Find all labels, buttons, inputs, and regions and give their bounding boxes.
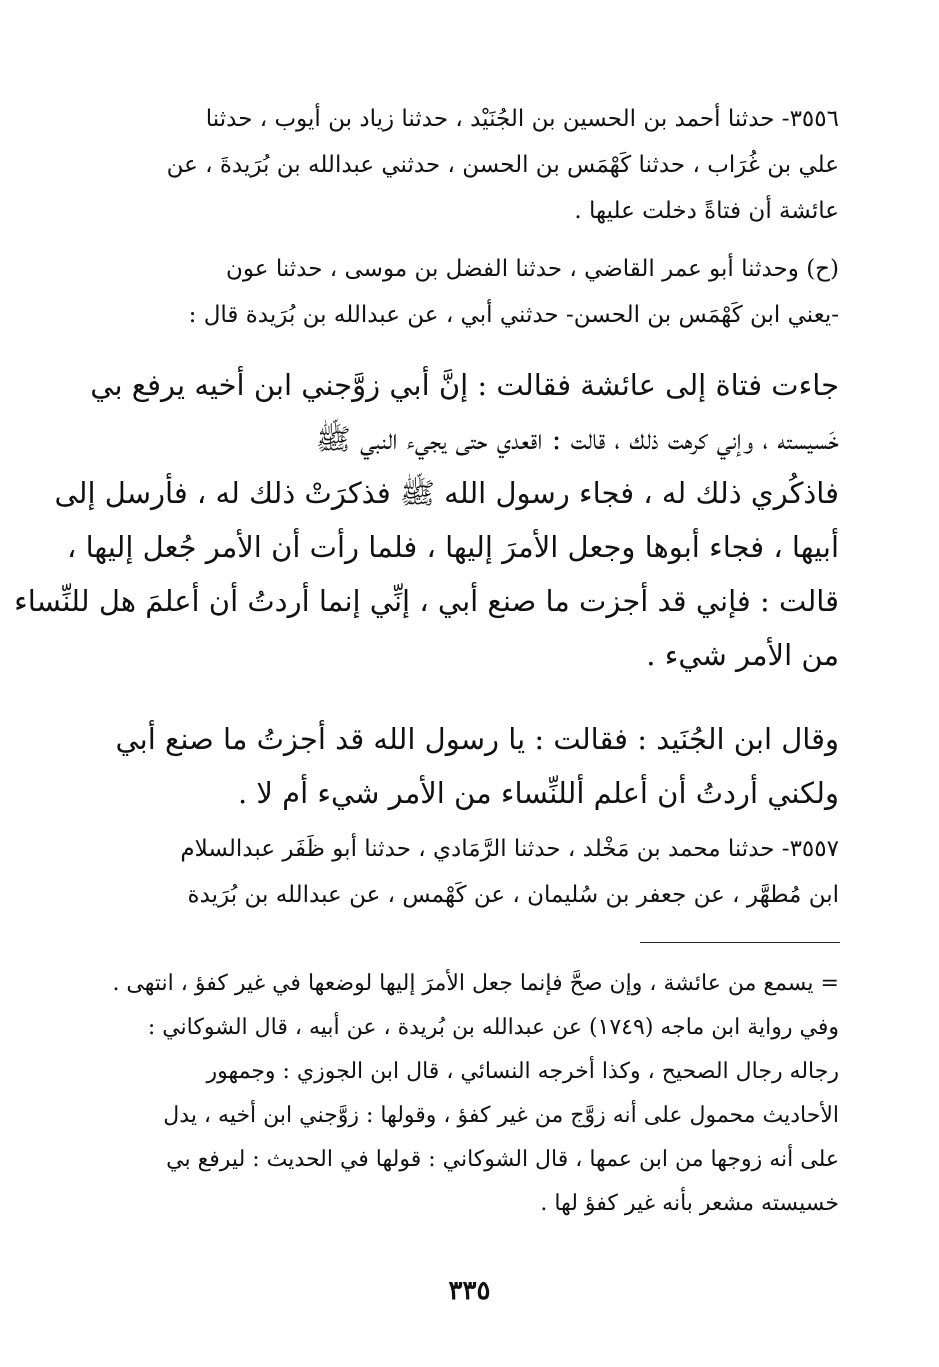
text-line: الأحاديث محمول على أنه زوَّج من غير كفؤ ، وقولها : زوَّجني ابن أخيه ، يدل [163,1103,839,1128]
text-line: ٣٥٥٧- حدثنا محمد بن مَخْلد ، حدثنا الرَّمَادي ، حدثنا أبو ظَفَر عبدالسلام [180,836,839,862]
text-line: فاذكُري ذلك له ، فجاء رسول الله ﷺ فذكرَتْ ذلك له ، فأرسل إلى [54,476,839,510]
hadith-matn [14,358,839,682]
text-line: قالت : فإني قد أجزت ما صنع أبي ، إنِّي إنما أردتُ أن أعلمَ هل للنِّساء [14,584,839,618]
hadith-3556 [125,96,839,234]
page-number: ٣٣٥ [448,1276,491,1306]
footnote [112,962,839,1226]
text-line: ٣٥٥٦- حدثنا أحمد بن الحسين بن الجُنَيْد ، حدثنا زياد بن أيوب ، حدثنا [205,106,839,132]
text-line: = يسمع من عائشة ، وإن صحَّ فإنما جعل الأمرَ إليها لوضعها في غير كفؤ ، انتهى . [112,971,839,996]
text-line: جاءت فتاة إلى عائشة فقالت : إنَّ أبي زوَّجني ابن أخيه يرفع بي [90,368,839,402]
text-line: -يعني ابن كَهْمَس بن الحسن- حدثني أبي ، عن عبدالله بن بُرَيدة قال : [188,302,839,328]
ibn-junaid-variant [115,712,839,820]
text-line: عائشة أن فتاةً دخلت عليها . [574,198,839,224]
text-line: (ح) وحدثنا أبو عمر القاضي ، حدثنا الفضل بن موسى ، حدثنا عون [226,256,839,282]
text-line: وفي رواية ابن ماجه (١٧٤٩) عن عبدالله بن بُريدة ، عن أبيه ، قال الشوكاني : [147,1015,839,1040]
chain-h [125,246,839,338]
text-line: أبيها ، فجاء أبوها وجعل الأمرَ إليها ، فلما رأت أن الأمر جُعل إليها ، [66,530,839,564]
text-line: خَسيسته ، وإني كرهت ذلك ، قالت : اقعدي حتى يجيء النبي ﷺ [315,422,839,456]
hadith-3557 [125,826,839,918]
text-line: ولكني أردتُ أن أعلم أللنِّساء من الأمر شيء أم لا . [237,776,839,810]
text-line: خسيسته مشعر بأنه غير كفؤ لها . [540,1191,839,1216]
text-line: ابن مُطهَّر ، عن جعفر بن سُليمان ، عن كَهْمس ، عن عبدالله بن بُرَيدة [187,882,839,908]
text-line: علي بن غُرَاب ، حدثنا كَهْمَس بن الحسن ، حدثني عبدالله بن بُرَيدةَ ، عن [166,152,839,178]
text-line: وقال ابن الجُنَيد : فقالت : يا رسول الله قد أجزتُ ما صنع أبي [115,722,839,756]
text-line: على أنه زوجها من ابن عمها ، قال الشوكاني : قولها في الحديث : ليرفع بي [166,1147,839,1172]
footnote-separator [640,942,840,943]
text-line: من الأمر شيء . [646,638,839,672]
text-line: رجاله رجال الصحيح ، وكذا أخرجه النسائي ، قال ابن الجوزي : وجمهور [206,1059,839,1084]
